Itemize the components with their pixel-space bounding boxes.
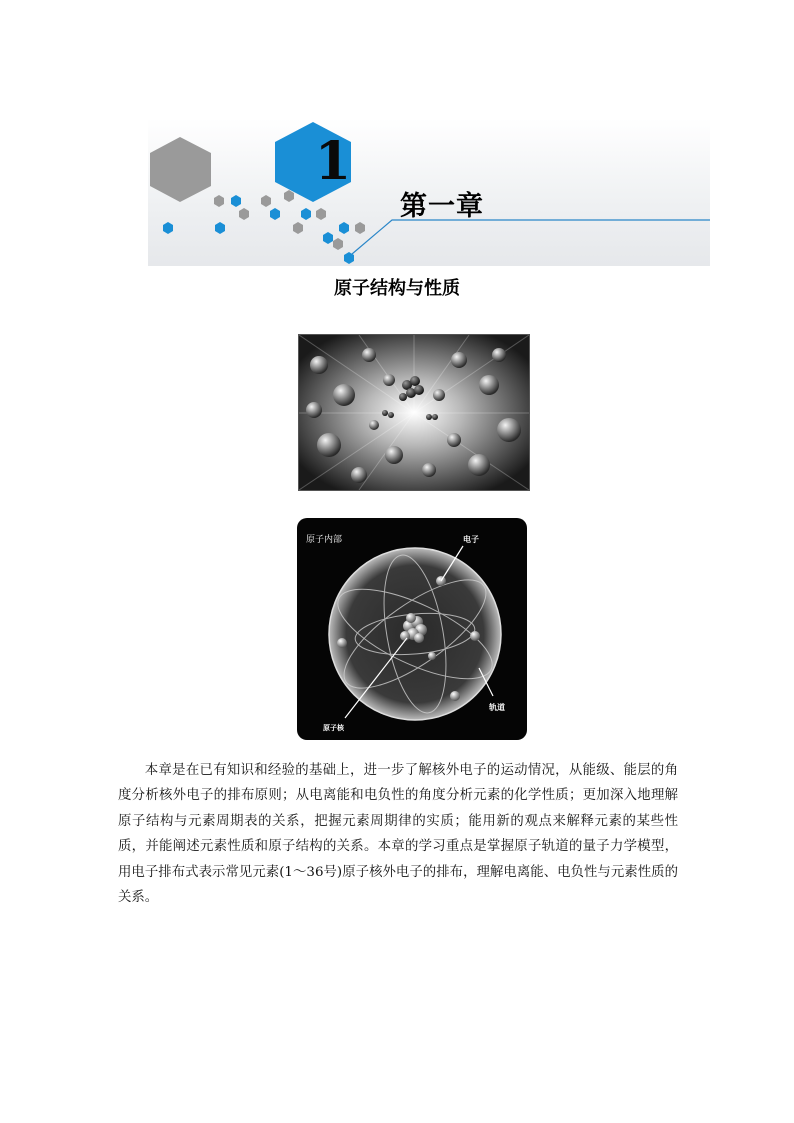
banner-line xyxy=(352,220,710,254)
small-hexagons xyxy=(163,190,365,264)
chapter-banner xyxy=(148,118,710,266)
orbit-label: 轨道 xyxy=(489,703,505,712)
chapter-number: 1 xyxy=(314,131,352,192)
atom-diagram xyxy=(297,518,527,740)
electron-label: 电子 xyxy=(463,535,479,544)
large-gray-hexagon xyxy=(150,137,211,202)
atom-caption: 原子内部 xyxy=(306,535,343,545)
intro-paragraph: 本章是在已有知识和经验的基础上，进一步了解核外电子的运动情况，从能级、能层的角度分析核外电子的排布原则；从电离能和电负性的角度分析元素的化学性质；更加深入地理解原子结构与元素周期表的关系，把握元素周期律的实质；能用新的观点来解释元素的某些性质，并能阐述元素性质和原子结构的关系。本章的学习重点是掌握原子轨道的量子力学模型，用电子排布式表示常见元素(1～36号)原子核外电子的排布，理解电离能、电负性与元素性质的关系。 xyxy=(118,763,678,906)
nucleus-label: 原子核 xyxy=(323,724,344,732)
chapter-label: 第一章 xyxy=(400,191,484,222)
chapter-intro xyxy=(118,758,678,910)
page-title: 原子结构与性质 xyxy=(334,278,460,299)
spheres-image xyxy=(298,334,530,491)
